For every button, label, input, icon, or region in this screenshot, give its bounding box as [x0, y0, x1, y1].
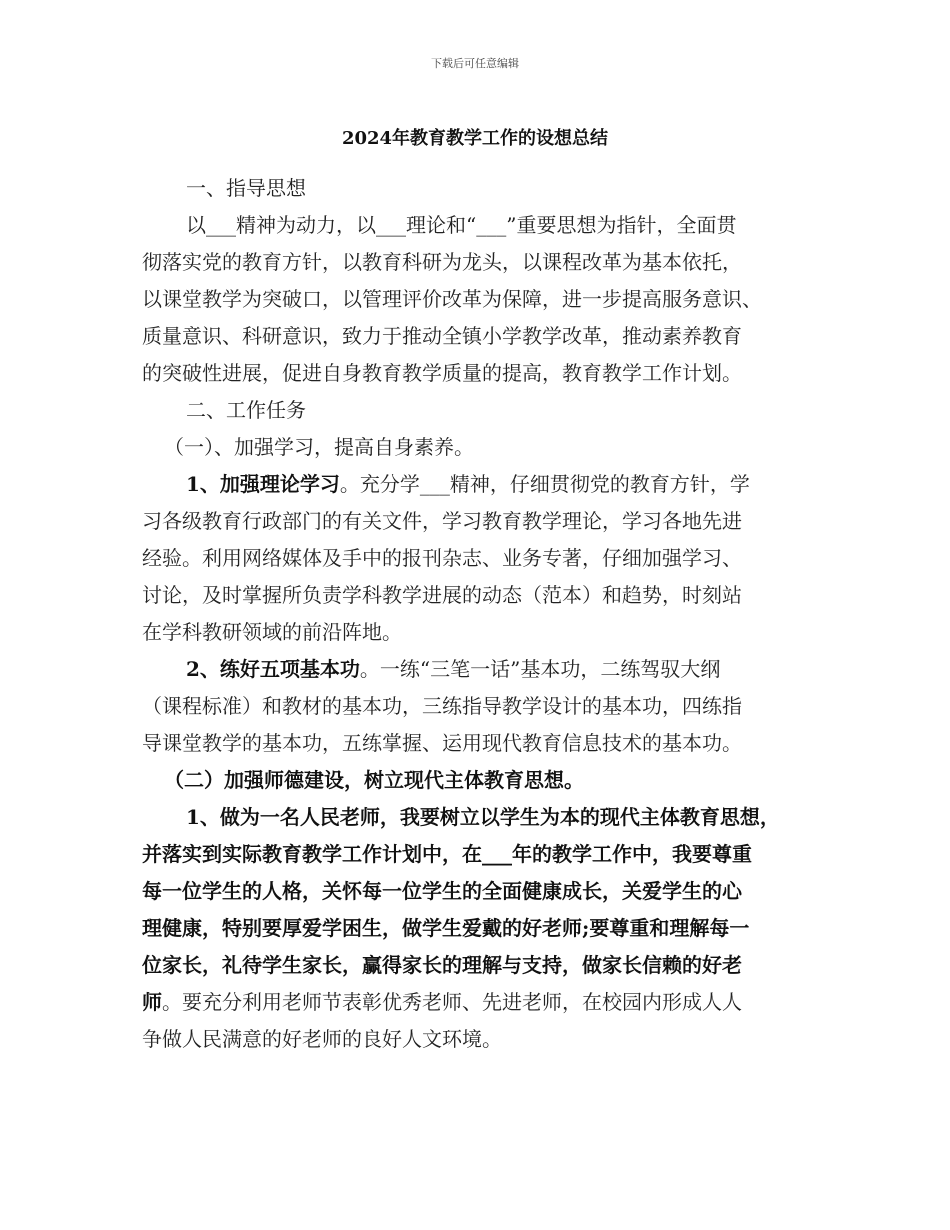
paragraph-line	[142, 618, 812, 646]
text-segment: 。一练“三笔一话”基本功，二练驾驭大纲	[359, 657, 721, 681]
text-segment: 导课堂教学的基本功，五练掌握、运用现代教育信息技术的基本功。	[142, 731, 742, 755]
paragraph-line	[142, 729, 812, 757]
paragraph-line	[142, 322, 812, 350]
text-segment: 以课堂教学为突破口，以管理评价改革为保障，进一步提高服务意识、	[142, 287, 762, 311]
paragraph-line	[186, 470, 856, 498]
text-segment: 以___精神为动力，以___理论和“___”重要思想为指针，全面贯	[186, 213, 737, 237]
paragraph-line	[186, 655, 856, 683]
paragraph-line	[142, 1025, 812, 1053]
paragraph-line	[142, 951, 812, 979]
subsection-heading	[164, 766, 834, 794]
text-segment: 争做人民满意的好老师的良好人文环境。	[142, 1027, 502, 1051]
text-segment: 在学科教研领域的前沿阵地。	[142, 620, 402, 644]
item-heading: 2、练好五项基本功	[186, 657, 360, 681]
text-segment: 的突破性进展，促进自身教育教学质量的提高，教育教学工作计划。	[142, 361, 742, 385]
section-heading	[186, 174, 856, 202]
text-segment: 位家长，礼待学生家长，赢得家长的理解与支持，做家长信赖的好老	[142, 953, 742, 977]
text-segment: 并落实到实际教育教学工作计划中，在___年的教学工作中，我要尊重	[142, 842, 752, 866]
subsection-heading	[164, 433, 834, 461]
paragraph-line	[142, 914, 812, 942]
paragraph-line	[142, 581, 812, 609]
text-segment: （课程标准）和教材的基本功，三练指导教学设计的基本功，四练指	[142, 694, 742, 718]
text-segment: 师	[142, 990, 162, 1014]
text-segment: 经验。利用网络媒体及手中的报刊杂志、业务专著，仔细加强学习、	[142, 546, 742, 570]
document-title: 2024年教育教学工作的设想总结	[341, 128, 609, 149]
text-segment: （二）加强师德建设，树立现代主体教育思想。	[164, 768, 584, 792]
paragraph-line	[142, 359, 812, 387]
header-note: 下载后可任意编辑	[431, 57, 519, 70]
text-segment: 。要充分利用老师节表彰优秀老师、先进老师，在校园内形成人人	[162, 990, 742, 1014]
paragraph-line	[142, 248, 812, 276]
paragraph-line	[142, 507, 812, 535]
text-segment: 讨论，及时掌握所负责学科教学进展的动态（范本）和趋势，时刻站	[142, 583, 742, 607]
text-segment: 一、指导思想	[186, 176, 306, 200]
text-segment: 。充分学___精神，仔细贯彻党的教育方针，学	[339, 472, 750, 496]
text-segment: 每一位学生的人格，关怀每一位学生的全面健康成长，关爱学生的心	[142, 879, 742, 903]
text-segment: 习各级教育行政部门的有关文件，学习教育教学理论，学习各地先进	[142, 509, 742, 533]
section-heading	[186, 396, 856, 424]
paragraph-line	[142, 544, 812, 572]
paragraph-line	[186, 211, 856, 239]
text-segment: （一）、加强学习，提高自身素养。	[164, 435, 474, 459]
text-segment: 理健康，特别要厚爱学困生，做学生爱戴的好老师;要尊重和理解每一	[142, 916, 750, 940]
item-heading: 1、加强理论学习	[186, 472, 340, 496]
paragraph-line	[142, 285, 812, 313]
text-segment: 二、工作任务	[186, 398, 306, 422]
paragraph-line	[142, 988, 812, 1016]
text-segment: 彻落实党的教育方针，以教育科研为龙头，以课程改革为基本依托，	[142, 250, 742, 274]
paragraph-line	[186, 803, 856, 831]
paragraph-line	[142, 840, 812, 868]
paragraph-line	[142, 692, 812, 720]
paragraph-line	[142, 877, 812, 905]
text-segment: 1、做为一名人民老师，我要树立以学生为本的现代主体教育思想，	[186, 805, 780, 829]
text-segment: 质量意识、科研意识，致力于推动全镇小学教学改革，推动素养教育	[142, 324, 742, 348]
